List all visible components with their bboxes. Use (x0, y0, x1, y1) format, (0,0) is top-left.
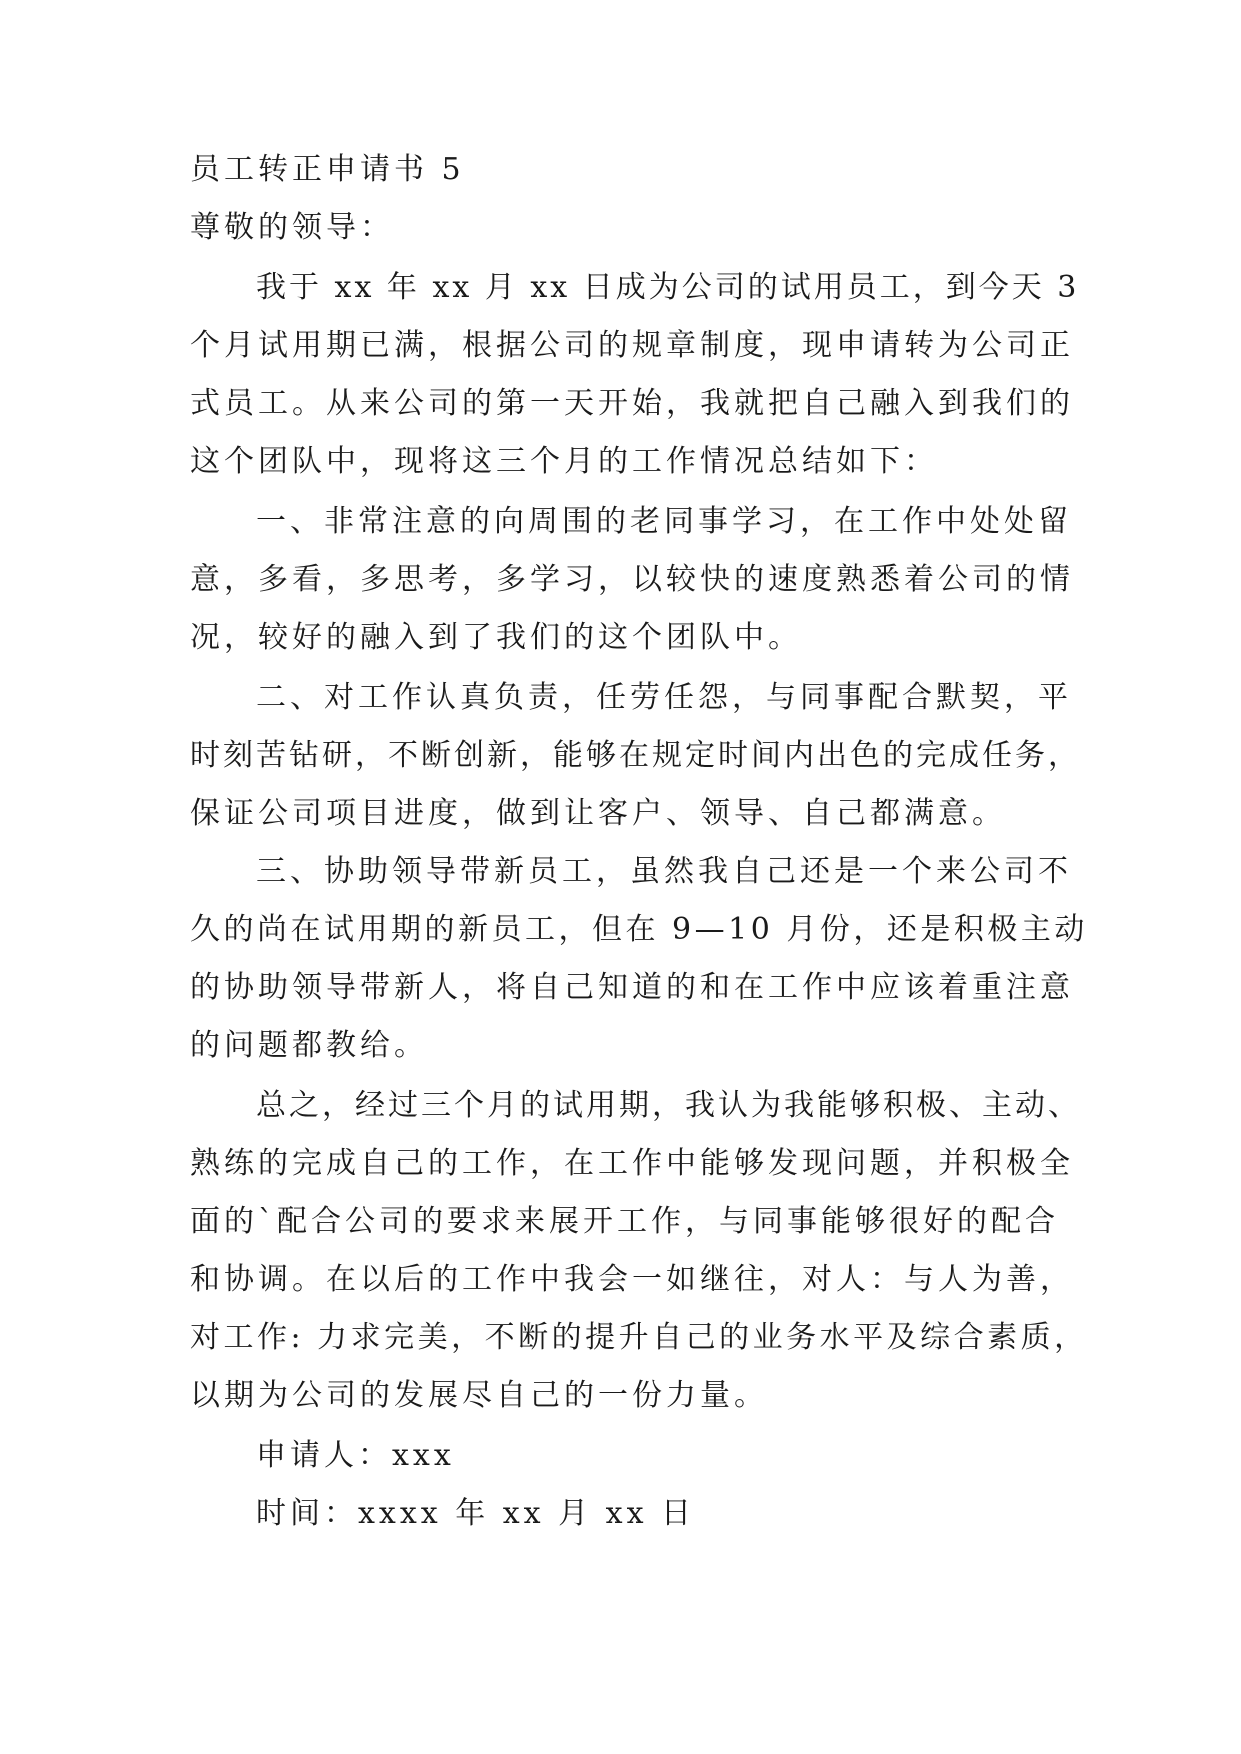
paragraph-line: 总之，经过三个月的试用期，我认为我能够积极、主动、 (256, 1088, 1081, 1123)
paragraph-line: 三、协助领导带新员工，虽然我自己还是一个来公司不 (256, 854, 1072, 889)
paragraph-line: 面的`配合公司的要求来展开工作，与同事能够很好的配合 (190, 1204, 1059, 1239)
paragraph-line: 的协助领导带新人，将自己知道的和在工作中应该着重注意 (190, 970, 1074, 1005)
paragraph-line: 保证公司项目进度，做到让客户、领导、自己都满意。 (190, 796, 1006, 831)
paragraph-line: 个月试用期已满，根据公司的规章制度，现申请转为公司正 (190, 328, 1074, 363)
paragraph-line: 况，较好的融入到了我们的这个团队中。 (190, 620, 802, 655)
paragraph-line: 我于 xx 年 xx 月 xx 日成为公司的试用员工，到今天 3 (256, 270, 1080, 305)
document-title: 员工转正申请书 5 (190, 152, 465, 187)
salutation: 尊敬的领导： (190, 210, 394, 245)
paragraph-line: 二、对工作认真负责，任劳任怨，与同事配合默契，平 (256, 680, 1072, 715)
paragraph-line: 和协调。在以后的工作中我会一如继往，对人：与人为善， (190, 1262, 1074, 1297)
paragraph-line: 的问题都教给。 (190, 1028, 428, 1063)
paragraph-line: 这个团队中，现将这三个月的工作情况总结如下： (190, 444, 938, 479)
paragraph-line: 熟练的完成自己的工作，在工作中能够发现问题，并积极全 (190, 1146, 1074, 1181)
paragraph-line: 对工作: 力求完美，不断的提升自己的业务水平及综合素质， (190, 1320, 1088, 1355)
date-line: 时间：xxxx 年 xx 月 xx 日 (256, 1496, 696, 1531)
paragraph-line: 一、非常注意的向周围的老同事学习，在工作中处处留 (256, 504, 1072, 539)
paragraph-line: 式员工。从来公司的第一天开始，我就把自己融入到我们的 (190, 386, 1074, 421)
paragraph-line: 久的尚在试用期的新员工，但在 9—10 月份，还是积极主动 (190, 912, 1088, 947)
applicant-line: 申请人：xxx (256, 1438, 455, 1473)
paragraph-line: 意，多看，多思考，多学习，以较快的速度熟悉着公司的情 (190, 562, 1074, 597)
paragraph-line: 时刻苦钻研，不断创新，能够在规定时间内出色的完成任务， (190, 738, 1081, 773)
paragraph-line: 以期为公司的发展尽自己的一份力量。 (190, 1378, 768, 1413)
